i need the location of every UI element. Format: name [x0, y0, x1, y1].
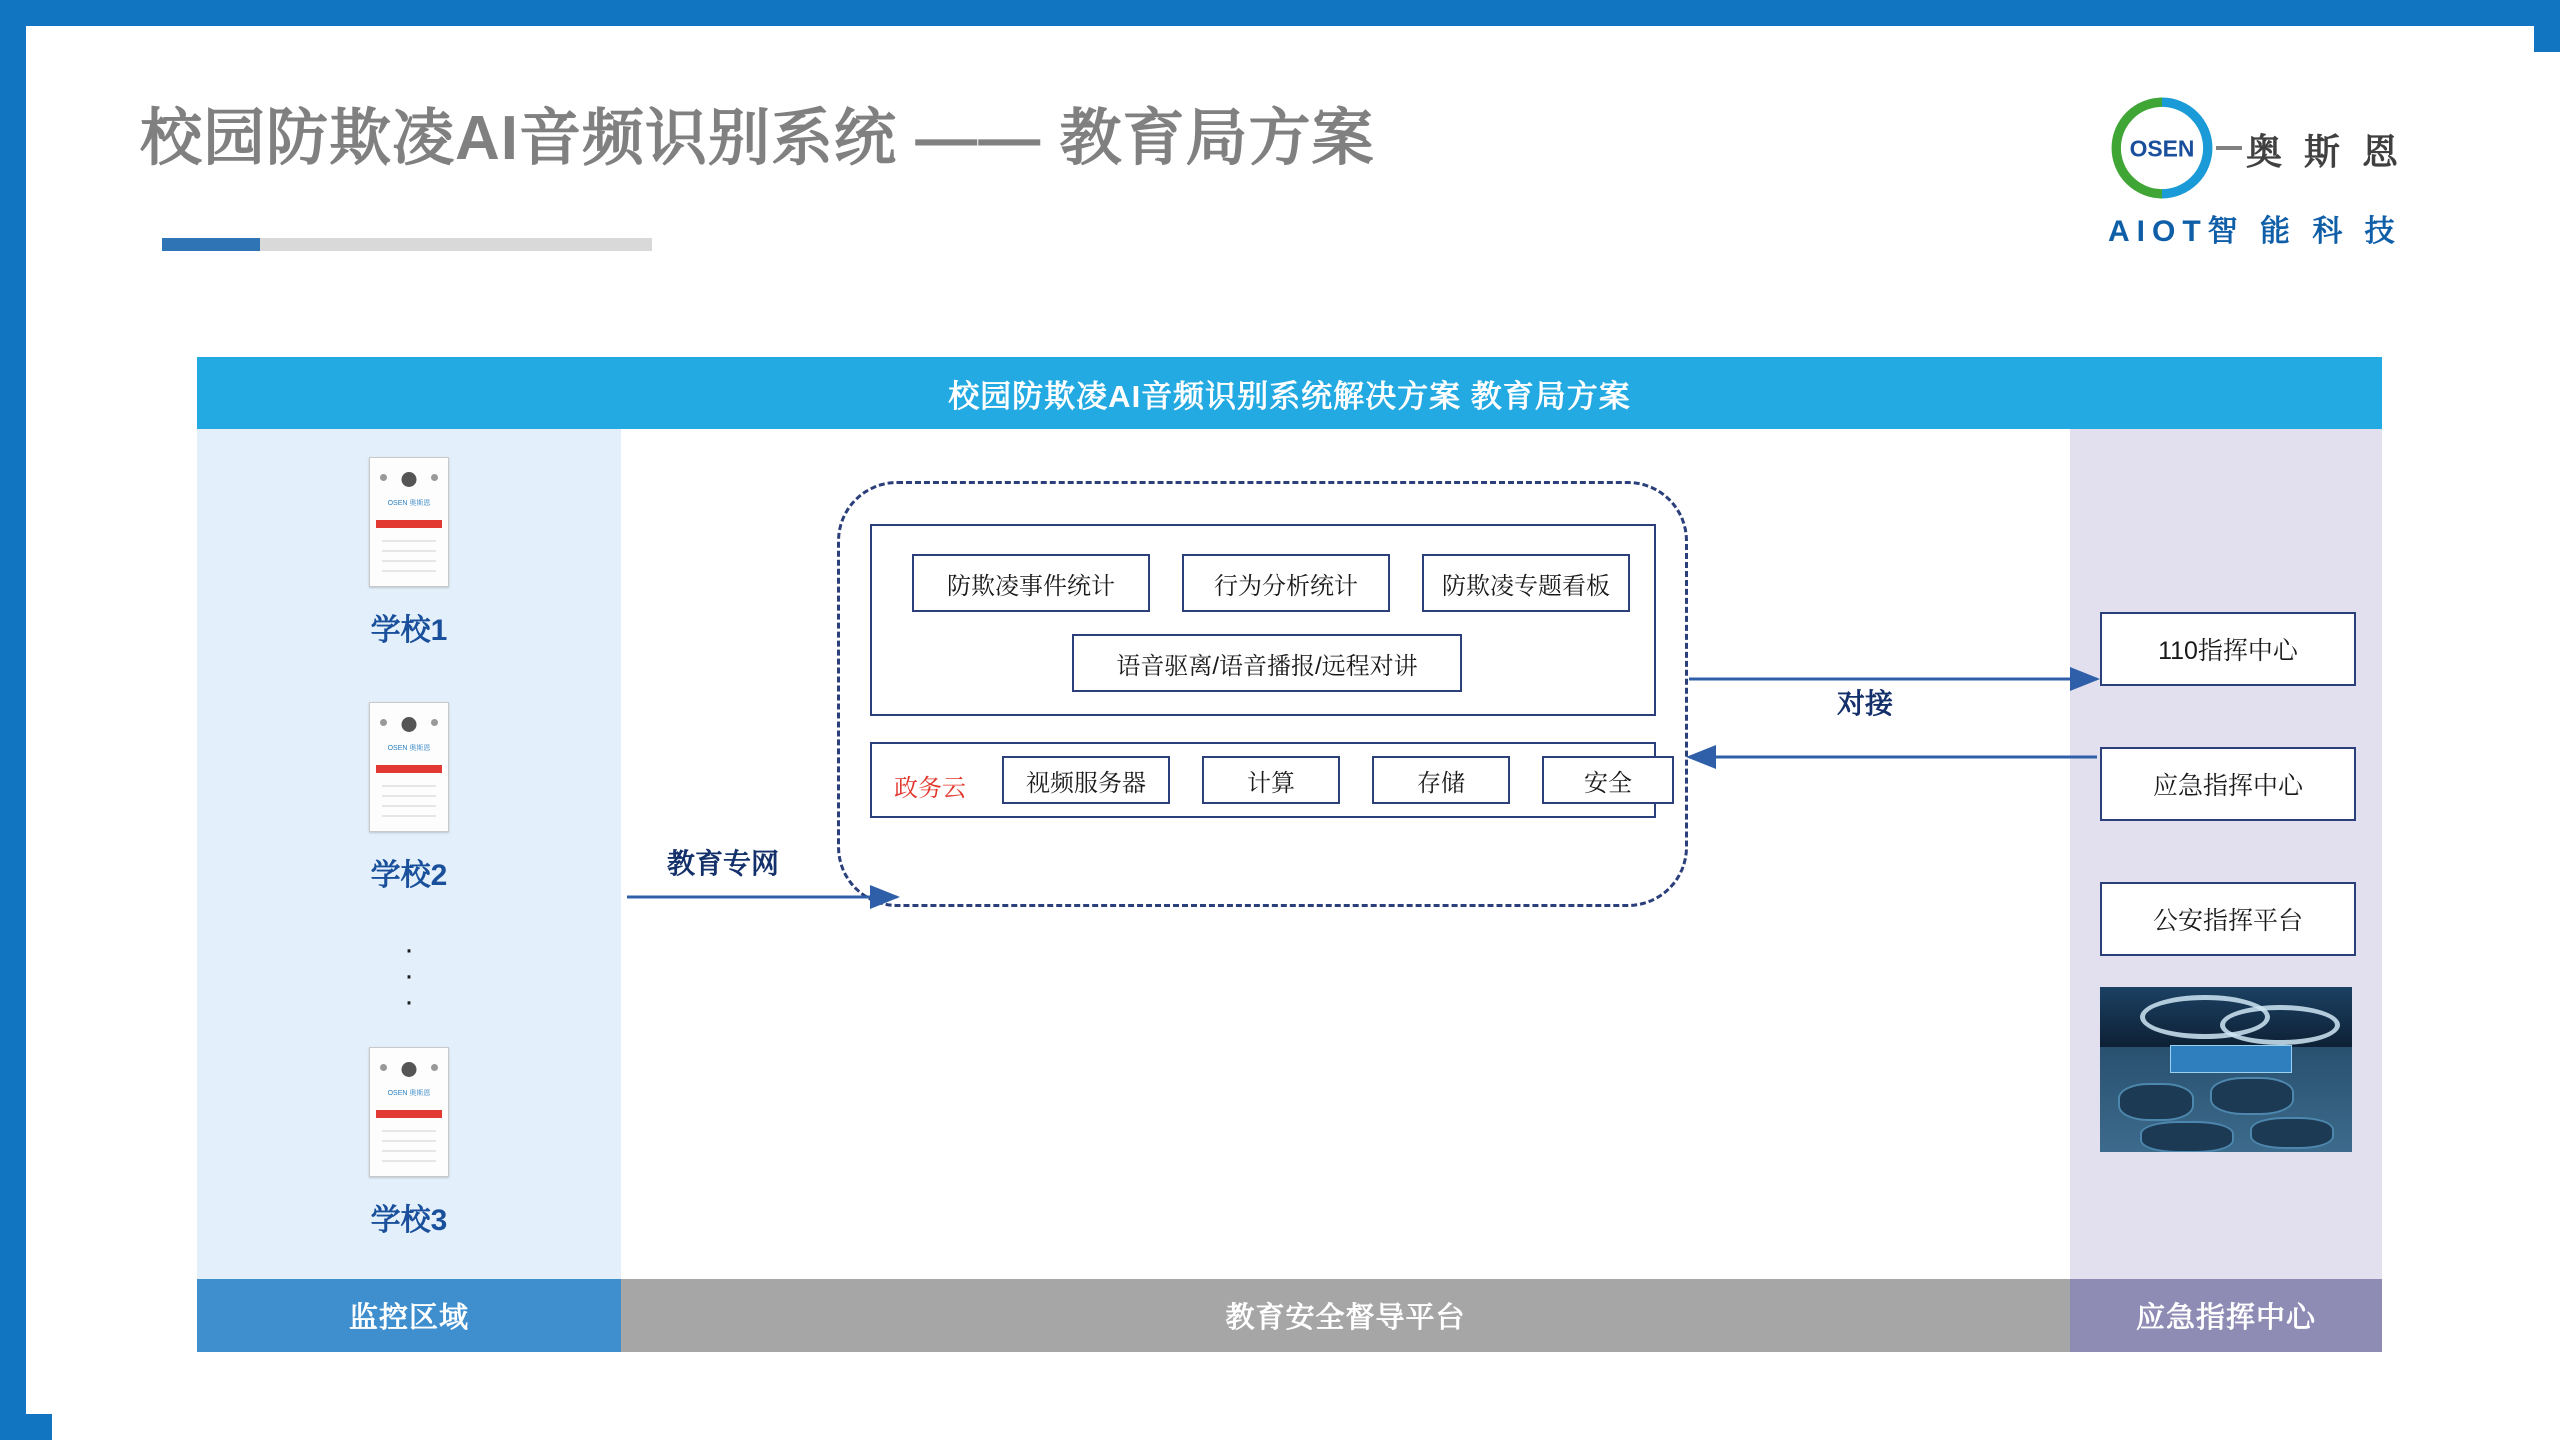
- title-underline: [162, 238, 652, 251]
- device-camera-icon: [402, 472, 417, 487]
- footer-monitoring-zone: 监控区域: [197, 1279, 621, 1352]
- osen-circle-icon: [2110, 96, 2214, 200]
- device-mic-right-icon: [431, 719, 438, 726]
- command-card-police[interactable]: 公安指挥平台: [2100, 882, 2356, 956]
- device-line: [382, 805, 436, 807]
- architecture-diagram: [197, 357, 2382, 1352]
- photo-video-wall: [2170, 1045, 2292, 1073]
- svg-text:OSEN: OSEN: [2129, 135, 2195, 162]
- photo-desk: [2140, 1121, 2234, 1152]
- logo-company-name: 奥 斯 恩: [2246, 131, 2405, 172]
- device-line: [382, 550, 436, 552]
- infra-card-storage[interactable]: 存储: [1372, 756, 1510, 804]
- school-item: [197, 457, 621, 649]
- device-line: [382, 570, 436, 572]
- device-led-bar: [376, 1110, 442, 1118]
- device-line: [382, 540, 436, 542]
- footer-education-safety-platform: 教育安全督导平台: [621, 1279, 2070, 1352]
- infra-card-security[interactable]: 安全: [1542, 756, 1674, 804]
- school-label: 学校3: [370, 1204, 448, 1237]
- audio-detector-device-icon: [369, 457, 449, 587]
- device-mic-left-icon: [380, 719, 387, 726]
- device-line: [382, 1150, 436, 1152]
- device-line: [382, 1160, 436, 1162]
- photo-desk: [2250, 1117, 2334, 1149]
- infra-card-compute[interactable]: 计算: [1202, 756, 1340, 804]
- ellipsis-marker: · · ·: [404, 933, 414, 1018]
- app-card-bullying-dashboard[interactable]: 防欺凌专题看板: [1422, 554, 1630, 612]
- device-line: [382, 1130, 436, 1132]
- device-led-bar: [376, 520, 442, 528]
- education-platform-cloud: [837, 481, 1688, 907]
- gov-cloud-label: 政务云: [894, 775, 966, 802]
- device-mic-left-icon: [380, 1064, 387, 1071]
- command-card-emergency[interactable]: 应急指挥中心: [2100, 747, 2356, 821]
- school-item: [197, 1047, 621, 1239]
- page-title: 校园防欺凌AI音频识别系统 —— 教育局方案: [140, 104, 1375, 173]
- logo-subtitle: AIOT智 能 科 技: [2108, 215, 2402, 248]
- device-line: [382, 1140, 436, 1142]
- device-led-bar: [376, 765, 442, 773]
- slide-canvas: [52, 52, 2560, 1440]
- gov-cloud-panel: [870, 742, 1656, 818]
- device-line: [382, 795, 436, 797]
- device-line: [382, 815, 436, 817]
- link-label-education-network: 教育专网: [667, 848, 780, 879]
- device-line: [382, 560, 436, 562]
- device-brand-label: OSEN 奥斯恩: [387, 500, 431, 507]
- school-label: 学校2: [370, 859, 448, 892]
- audio-detector-device-icon: [369, 1047, 449, 1177]
- device-mic-left-icon: [380, 474, 387, 481]
- school-label: 学校1: [370, 614, 448, 647]
- photo-light-ring: [2220, 1005, 2340, 1045]
- infra-card-video-server[interactable]: 视频服务器: [1002, 756, 1170, 804]
- diagram-banner: 校园防欺凌AI音频识别系统解决方案 教育局方案: [197, 357, 2382, 429]
- school-item: [197, 702, 621, 894]
- app-card-bullying-event-stats[interactable]: 防欺凌事件统计: [912, 554, 1150, 612]
- command-center-photo: [2100, 987, 2352, 1152]
- photo-desk: [2118, 1083, 2194, 1121]
- device-camera-icon: [402, 1062, 417, 1077]
- audio-detector-device-icon: [369, 702, 449, 832]
- platform-applications-panel: [870, 524, 1656, 716]
- device-brand-label: OSEN 奥斯恩: [387, 1090, 431, 1097]
- command-card-110[interactable]: 110指挥中心: [2100, 612, 2356, 686]
- device-mic-right-icon: [431, 1064, 438, 1071]
- app-card-behavior-analysis[interactable]: 行为分析统计: [1182, 554, 1390, 612]
- app-card-voice-dispersal-broadcast-intercom[interactable]: 语音驱离/语音播报/远程对讲: [1072, 634, 1462, 692]
- link-label-integration: 对接: [1837, 688, 1894, 719]
- device-line: [382, 785, 436, 787]
- logo-divider: [2216, 146, 2242, 150]
- device-brand-label: OSEN 奥斯恩: [387, 745, 431, 752]
- photo-desk: [2210, 1077, 2294, 1115]
- brand-logo: [2100, 94, 2520, 248]
- device-mic-right-icon: [431, 474, 438, 481]
- title-underline-accent: [162, 238, 260, 251]
- device-camera-icon: [402, 717, 417, 732]
- footer-emergency-command-center: 应急指挥中心: [2070, 1279, 2382, 1352]
